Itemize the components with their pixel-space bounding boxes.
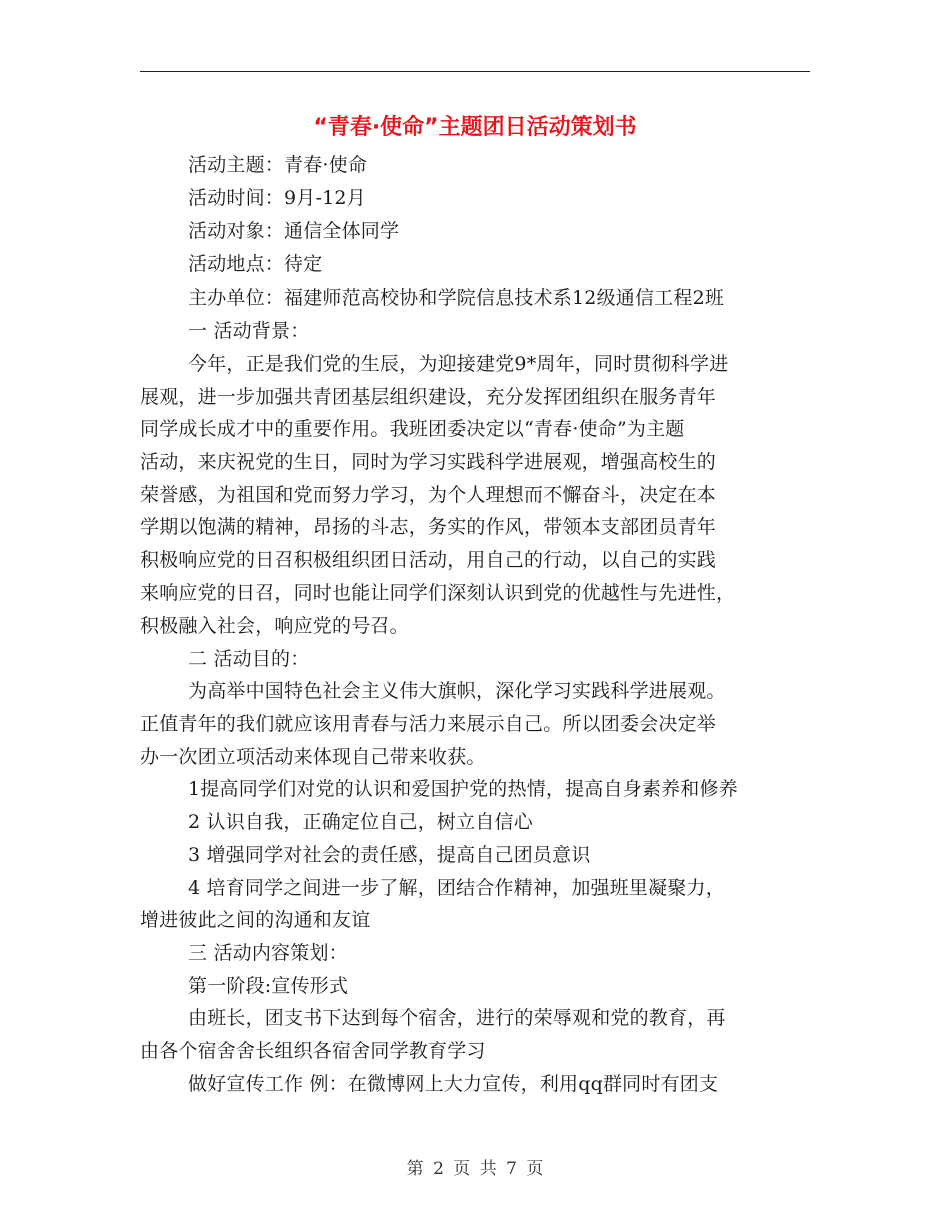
text-line: 今年，正是我们党的生辰，为迎接建党9*周年，同时贯彻科学进	[188, 353, 729, 375]
text-line: 来响应党的日召，同时也能让同学们深刻认识到党的优越性与先进性，	[140, 582, 736, 604]
text-line: 增进彼此之间的沟通和友谊	[140, 909, 371, 931]
text-line: 积极响应党的日召积极组织团日活动，用自己的行动，以自己的实践	[140, 549, 717, 571]
text-line: 正值青年的我们就应该用青春与活力来展示自己。所以团委会决定举	[140, 713, 717, 735]
text-line: 学期以饱满的精神，昂扬的斗志，务实的作风，带领本支部团员青年	[140, 516, 717, 538]
text-line: 同学成长成才中的重要作用。我班团委决定以“青春·使命”为主题	[140, 418, 685, 440]
text-line: 为高举中国特色社会主义伟大旗帜，深化学习实践科学进展观。	[188, 680, 726, 702]
list-item: 4 培育同学之间进一步了解，团结合作精神，加强班里凝聚力，	[188, 877, 725, 899]
text-line: 由班长，团支书下达到每个宿舍，进行的荣辱观和党的教育，再	[188, 1007, 726, 1029]
text-line: 主办单位：福建师范高校协和学院信息技术系12级通信工程2班	[188, 287, 725, 309]
text-line: 做好宣传工作 例：在微博网上大力宣传，利用qq群同时有团支	[188, 1073, 719, 1095]
document-title: “青春·使命”主题团日活动策划书	[313, 115, 637, 140]
text-line: 活动主题：青春·使命	[188, 154, 368, 176]
text-line: 展观，进一步加强共青团基层组织建设，充分发挥团组织在服务青年	[140, 386, 717, 408]
page-footer: 第 2 页 共 7 页	[406, 1159, 544, 1179]
text-line: 第一阶段:宣传形式	[188, 975, 349, 997]
text-line: 活动地点：待定	[188, 253, 323, 275]
section-heading: 三 活动内容策划：	[188, 942, 348, 964]
list-item: 1提高同学们对党的认识和爱国护党的热情，提高自身素养和修养	[188, 778, 738, 800]
text-line: 活动，来庆祝党的生日，同时为学习实践科学进展观，增强高校生的	[140, 451, 717, 473]
text-line: 由各个宿舍舍长组织各宿舍同学教育学习	[140, 1040, 486, 1062]
header-rule	[140, 71, 810, 72]
text-line: 荣誉感，为祖国和党而努力学习，为个人理想而不懈奋斗，决定在本	[140, 484, 717, 506]
list-item: 2 认识自我，正确定位自己，树立自信心	[188, 811, 533, 833]
section-heading: 二 活动目的：	[188, 648, 310, 670]
list-item: 3 增强同学对社会的责任感，提高自己团员意识	[188, 844, 591, 866]
text-line: 活动时间：9月-12月	[188, 187, 366, 209]
text-line: 活动对象：通信全体同学	[188, 220, 400, 242]
section-heading: 一 活动背景：	[188, 320, 310, 342]
text-line: 积极融入社会，响应党的号召。	[140, 615, 409, 637]
text-line: 办一次团立项活动来体现自己带来收获。	[140, 746, 486, 768]
